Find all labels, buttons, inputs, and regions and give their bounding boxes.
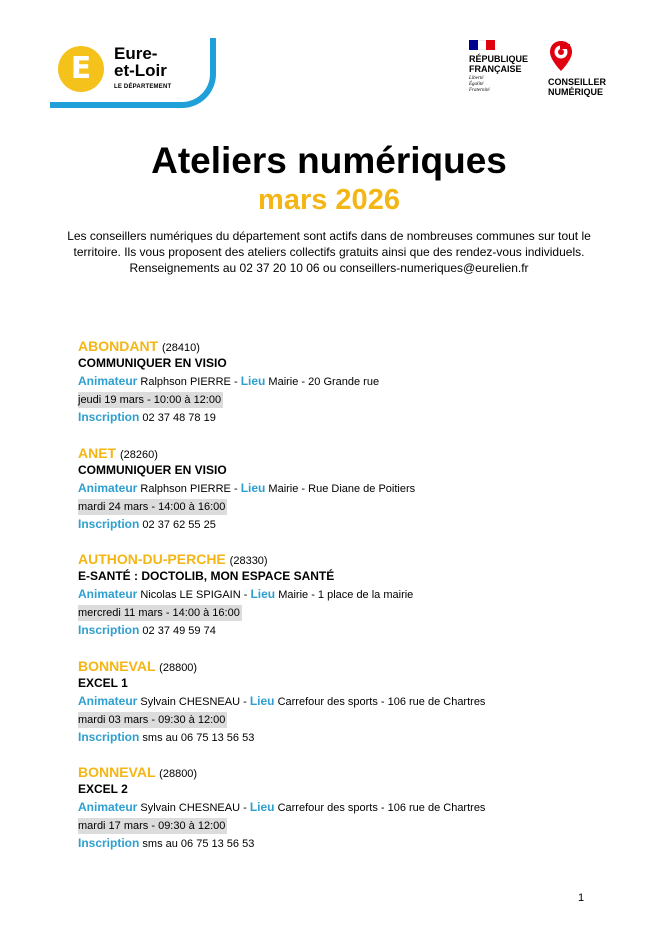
event-inscription: 02 37 49 59 74 (142, 625, 216, 637)
event-town: ANET (78, 444, 117, 461)
event-animateur: Ralphson PIERRE (140, 376, 231, 388)
logo-mark-icon: E (58, 46, 104, 92)
event-inscription: sms au 06 75 13 56 53 (142, 731, 255, 744)
event-date: mardi 24 mars - 14:00 à 16:00 (78, 500, 226, 513)
event-town: BONNEVAL (78, 764, 156, 780)
event-animateur: Nicolas LE SPIGAIN (140, 589, 241, 601)
event-workshop-title: EXCEL 1 (78, 675, 128, 690)
inscription-label: Inscription (78, 836, 140, 850)
event-lieu: Mairie - Rue Diane de Poitiers (268, 482, 416, 495)
inscription-label: Inscription (78, 410, 140, 424)
event-inscription: 02 37 48 78 19 (142, 412, 216, 424)
event-postal-code: (28410) (162, 342, 200, 354)
event-workshop-title: COMMUNIQUER EN VISIO (78, 356, 227, 370)
event-postal-code: (28330) (229, 555, 268, 567)
event-date: jeudi 19 mars - 10:00 à 12:00 (78, 394, 222, 406)
event-item: ANET (28260) COMMUNIQUER EN VISIO Animateur Ralphson PIERRE - Lieu Mairie - Rue Diane de Poitiers mardi 24 mars - 14:00 à 16:00 Inscription 02 37 62 55 25 (78, 444, 618, 551)
event-animateur: Ralphson PIERRE (140, 482, 231, 495)
lieu-label: Lieu (240, 480, 266, 495)
logo-subtitle: LE DÉPARTEMENT (114, 84, 172, 90)
republic-motto: Liberté Égalité Fraternité (469, 76, 490, 93)
location-pin-icon (548, 40, 574, 72)
event-inscription: sms au 06 75 13 56 53 (142, 838, 255, 850)
event-postal-code: (28800) (159, 661, 198, 674)
page-title: Ateliers numériques (151, 140, 507, 181)
events-list (78, 337, 618, 870)
inscription-label: Inscription (78, 516, 140, 531)
event-date: mardi 03 mars - 09:30 à 12:00 (78, 713, 226, 726)
event-item: BONNEVAL (28800) EXCEL 1 Animateur Sylvain CHESNEAU - Lieu Carrefour des sports - 106 rue de Chartres mardi 03 mars - 09:30 à 12:00 Inscription sms au 06 75 13 56 53 (78, 657, 618, 764)
animateur-label: Animateur (78, 374, 138, 388)
event-lieu: Carrefour des sports - 106 rue de Chartres (277, 695, 486, 708)
animateur-label: Animateur (78, 480, 138, 495)
lieu-label: Lieu (240, 374, 266, 388)
event-town: BONNEVAL (78, 657, 156, 674)
conseiller-numerique-text: CONSEILLER NUMÉRIQUE (548, 77, 607, 97)
lieu-label: Lieu (249, 800, 275, 814)
animateur-label: Animateur (78, 587, 138, 601)
event-postal-code: (28800) (159, 768, 198, 780)
lieu-label: Lieu (250, 587, 276, 601)
intro-paragraph: Les conseillers numériques du département sont actifs dans de nombreuses communes sur tout le territoire. Ils vous proposent des ateliers collectifs gratuits ainsi que des rendez-vous individuels. Renseignements au 02 37 20 10 06 ou conseillers-numeriques@eurelien.fr (67, 229, 591, 275)
republique-francaise-logo (469, 40, 539, 94)
event-animateur: Sylvain CHESNEAU (140, 695, 241, 708)
event-town: ABONDANT (78, 338, 159, 354)
conseiller-numerique-logo (548, 40, 618, 97)
event-item: AUTHON-DU-PERCHE (28330) E-SANTÉ : DOCTOLIB, MON ESPACE SANTÉ Animateur Nicolas LE SPIGAIN - Lieu Mairie - 1 place de la mairie mercredi 11 mars - 14:00 à 16:00 Inscription 02 37 49 59 74 (78, 550, 618, 657)
event-item: BONNEVAL (28800) EXCEL 2 Animateur Sylvain CHESNEAU - Lieu Carrefour des sports - 106 rue de Chartres mardi 17 mars - 09:30 à 12:00 Inscription sms au 06 75 13 56 53 (78, 763, 618, 870)
inscription-label: Inscription (78, 623, 140, 637)
event-town: AUTHON-DU-PERCHE (78, 551, 226, 567)
french-flag-icon (469, 40, 495, 50)
lieu-label: Lieu (249, 693, 275, 708)
page-subtitle: mars 2026 (258, 184, 400, 216)
event-workshop-title: COMMUNIQUER EN VISIO (78, 462, 227, 477)
event-postal-code: (28260) (120, 448, 158, 461)
event-date: mardi 17 mars - 09:30 à 12:00 (78, 820, 226, 832)
event-lieu: Carrefour des sports - 106 rue de Chartres (277, 802, 486, 814)
event-lieu: Mairie - 1 place de la mairie (278, 589, 414, 601)
event-lieu: Mairie - 20 Grande rue (268, 376, 380, 388)
logo-title: Eure- et-Loir (114, 44, 167, 80)
event-animateur: Sylvain CHESNEAU (140, 802, 241, 814)
animateur-label: Animateur (78, 800, 138, 814)
page-number: 1 (578, 892, 585, 904)
event-item: ABONDANT (28410) COMMUNIQUER EN VISIO Animateur Ralphson PIERRE - Lieu Mairie - 20 Grande rue jeudi 19 mars - 10:00 à 12:00 Inscription 02 37 48 78 19 (78, 337, 618, 444)
republic-name: RÉPUBLIQUE FRANÇAISE (469, 54, 529, 74)
inscription-label: Inscription (78, 729, 140, 744)
animateur-label: Animateur (78, 693, 138, 708)
event-workshop-title: EXCEL 2 (78, 782, 128, 796)
event-date: mercredi 11 mars - 14:00 à 16:00 (78, 607, 240, 619)
event-workshop-title: E-SANTÉ : DOCTOLIB, MON ESPACE SANTÉ (78, 569, 335, 583)
eure-et-loir-logo (50, 38, 218, 112)
event-inscription: 02 37 62 55 25 (142, 518, 216, 531)
